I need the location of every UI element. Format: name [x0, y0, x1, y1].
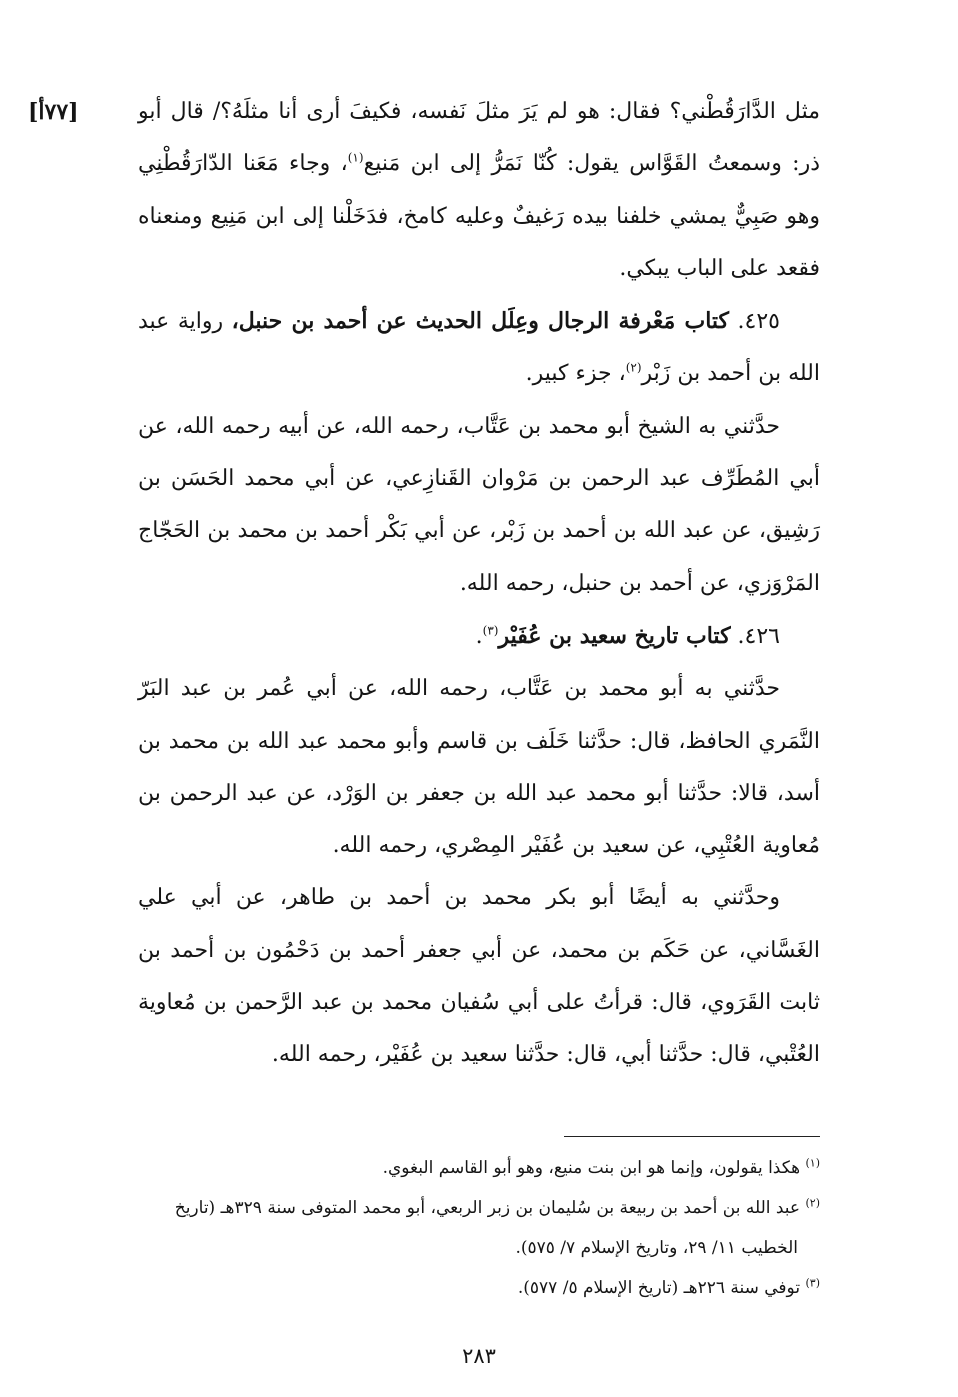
footnote-2-continued: الخطيب ١١/ ٢٩، وتاريخ الإسلام ٧/ ٥٧٥).: [515, 1238, 798, 1258]
entry-426-chain-1: حدَّثني به أبو محمد بن عَتَّاب، رحمه الله، عن أبي عُمر بن عبد البَرّ النَّمَري الحافظ، قال: حدَّثنا خَلَف بن قاسم وأبو محمد عبد الله بن محمد بن أسد، قالا: حدَّثنا أبو محمد عبد الله بن جعفر بن الوَرْد، عن عبد الرحمن بن مُعاوية العُتْبِي، عن سعيد بن عُفَيْر المِصْري، رحمه الله.: [138, 676, 820, 859]
footnote-text: توفي سنة ٢٢٦هـ (تاريخ الإسلام ٥/ ٥٧٧).: [517, 1278, 801, 1298]
page-number: ٢٨٣: [462, 1344, 496, 1368]
entry-text: .: [475, 623, 483, 649]
entry-title: كتاب تاريخ سعيد بن عُفَيْر: [498, 622, 731, 649]
footnote-ref-1[interactable]: (١): [347, 150, 364, 165]
footnotes: [108, 1148, 820, 1308]
paragraph-text: ، وجاء مَعَنا الدّارَقُطْنِي وهو صَبِيٌّ يمشي خلفنا بيده رَغيفٌ وعليه كامخ، فدَخَلْنا إلى ابن مَنِيع ومنعناه فقعد على الباب يبكي.: [138, 151, 820, 281]
entry-number: ٤٢٥.: [737, 309, 780, 335]
entry-text: رواية عبد الله بن أحمد بن زَبْر: [138, 309, 820, 387]
entry-text: ، جزء كبير.: [525, 361, 626, 387]
entry-425-chain: حدَّثني به الشيخ أبو محمد بن عَتَّاب، رحمه الله، عن أبيه رحمه الله، عن أبي المُطَرِّف عبد الرحمن بن مَرْوان القَنازِعي، عن أبي محمد الحَسَن بن رَشِيق، عن عبد الله بن أحمد بن زَبْر، عن أبي بَكْر أحمد بن محمد بن الحَجّاج المَرْوَزي، عن أحمد بن حنبل، رحمه الله.: [138, 413, 820, 596]
manuscript-folio-ref: [٧٧أ]: [28, 99, 79, 125]
entry-title: كتاب مَعْرفة الرجال وعِلَل الحديث عن أحمد بن حنبل،: [231, 308, 730, 335]
entry-number: ٤٢٦.: [737, 623, 780, 649]
footnote-marker: (٢): [805, 1196, 820, 1210]
footnote-marker: (١): [805, 1156, 820, 1170]
footnote-marker: (٣): [805, 1276, 820, 1290]
paragraph-daraqutni: [138, 86, 820, 295]
main-text: [138, 86, 820, 1082]
footnote-1: [108, 1148, 820, 1188]
footnote-ref-3[interactable]: (٣): [482, 623, 499, 638]
footnote-2: [108, 1188, 820, 1228]
footnote-text: هكذا يقولون، وإنما هو ابن بنت منيع، وهو أبو القاسم البغوي.: [382, 1158, 801, 1178]
footnote-separator: [564, 1136, 820, 1137]
entry-426-heading: [138, 610, 820, 663]
entry-425-heading: [138, 295, 820, 401]
footnote-text: عبد الله بن أحمد بن ربيعة بن سُليمان بن زبر الربعي، أبو محمد المتوفى سنة ٣٢٩هـ (تاريخ: [174, 1198, 801, 1218]
footnote-ref-2[interactable]: (٢): [625, 361, 642, 376]
footnote-3: [108, 1268, 820, 1308]
entry-426-chain-2: وحدَّثني به أيضًا أبو بكر محمد بن أحمد بن طاهر، عن أبي علي الغَسَّاني، عن حَكَم بن محمد، عن أبي جعفر أحمد بن دَحْمُون بن أحمد بن ثابت القَرَوي، قال: قرأتُ على أبي سُفيان محمد بن عبد الرَّحمن بن مُعاوية العُتْبي، قال: حدَّثنا أبي، قال: حدَّثنا سعيد بن عُفَيْر، رحمه الله.: [138, 885, 820, 1068]
paragraph-text: مثل الدَّارَقُطْني؟ فقال: هو لم يَرَ مثلَ نَفسه، فكيفَ أرى أنا مثلَهُ؟/ قال أبو ذر: وسمعتُ القَوَّاس يقول: كُنّا نَمَرُّ إلى ابن مَنيع: [138, 99, 820, 177]
